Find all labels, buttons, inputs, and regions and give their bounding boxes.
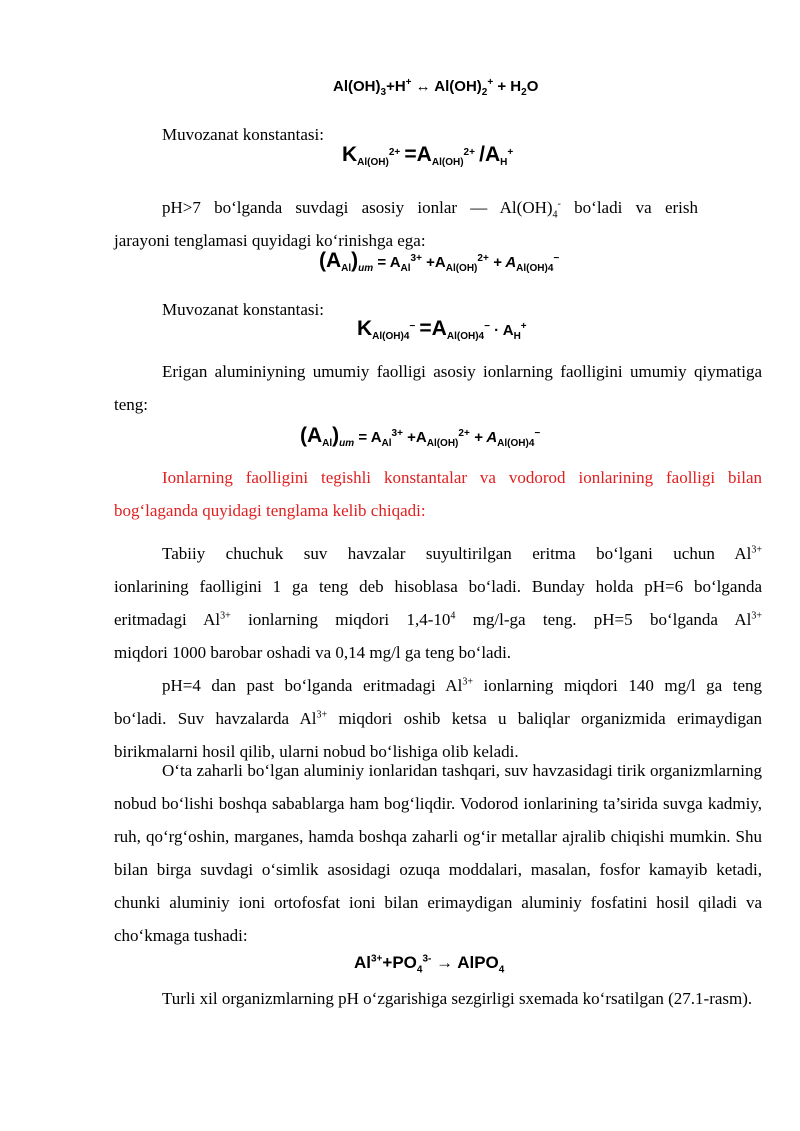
paragraph-ph-below-4-line1: pH=4 dan past bo‘lganda eritmadagi $Al^{3+}$ ionlarning miqdori 140 mg/l ga teng [162,676,762,695]
paragraph-natural-waters-line3: eritmadagi $Al^{3+}$ ionlarning miqdori $1,4-10^4$ mg/l-ga teng. pH=5 bo‘lganda $Al^{3+}$ [114,610,762,629]
paragraph-natural-waters-line4: miqdori 1000 barobar oshadi va 0,14 mg/l ga teng bo‘ladi. [114,643,512,662]
paragraph-ph-below-4-line3: birikmalarni hosil qilib, ularni nobud bo‘lishiga olib keladi. [114,742,519,761]
equation-aluminium-phosphate: $Al^{3+}+PO_4^{3-}$ → AlPO$_4$ [354,953,505,976]
equation-equilibrium-constant-2: $K_{Al(OH)4}^- =A_{Al(OH)4}^- \cdot A_H^+$ [357,317,527,342]
paragraph-equilibrium-constant-2: Muvozanat konstantasi: [162,300,324,319]
equation-equilibrium-constant-1: $K_{Al(OH)}^{2+} =A_{Al(OH)}^{2+}$ $/A_H^+$ [342,143,514,168]
paragraph-ph-below-4-line2: bo‘ladi. Suv havzalarda $Al^{3+}$ miqdori oshib ketsa u baliqlar organizmida erimaydigan [114,709,762,728]
equation-aluminium-hydroxide-protonation: $Al(OH)_3+H^+$ ↔ $Al(OH)_2^+ + H_2O$ [333,77,539,98]
paragraph-natural-waters-line1: Tabiiy chuchuk suv havzalar suyultirilgan eritma bo‘lgani uchun $Al^{3+}$ [162,544,762,563]
equation-total-activity-1: $(A_{Al})_{um} = A_{Al}^{3+} +A_{Al(OH)}^{2+} + A_{Al(OH)4}^-$ [319,249,560,274]
paragraph-ph-above-7-line2: jarayoni tenglamasi quyidagi ko‘rinishga ega: [114,231,426,250]
paragraph-natural-waters-line2: ionlarining faolligini 1 ga teng deb hisoblasa bo‘ladi. Bunday holda pH=6 bo‘lganda [114,577,762,596]
paragraph-organism-sensitivity: Turli xil organizmlarning pH o‘zgarishiga sezgirligi sxemada ko‘rsatilgan (27.1-rasm). [162,989,753,1008]
paragraph-ph-above-7-line1: pH>7 bo‘lganda suvdagi asosiy ionlar — $Al(OH)_4^-$ bo‘ladi va erish [162,198,698,221]
paragraph-highlighted-ion-activity: Ionlarning faolligini tegishli konstantalar va vodorod ionlarining faolligi bilan bog‘laganda quyidagi tenglama kelib chiqadi: [114,468,762,520]
paragraph-toxic-metals: O‘ta zaharli bo‘lgan aluminiy ionlaridan tashqari, suv havzasidagi tirik organizmlarning nobud bo‘lishi boshqa sabablarga ham bog‘liqdir. Vodorod ionlarining ta’sirida suvga kadmiy, ruh, qo‘rg‘oshin, marganes, hamda boshqa zaharli og‘ir metallar ajralib chiqishi mumkin. Shu bilan birga suvdagi o‘simlik asosidagi ozuqa moddalari, masalan, fosfor kamayib ketadi, chunki aluminiy ioni ortofosfat ioni bilan erimaydigan aluminiy fosfatini hosil qiladi va cho‘kmaga tushadi: [114,761,762,945]
paragraph-equilibrium-constant-1: Muvozanat konstantasi: [162,125,324,144]
equation-total-activity-2: $(A_{Al})_{um} = A_{Al}^{3+} +A_{Al(OH)}^{2+} + A_{Al(OH)4}^-$ [300,424,541,449]
paragraph-total-activity: Erigan aluminiyning umumiy faolligi asosiy ionlarning faolligini umumiy qiymatiga teng: [114,362,762,414]
